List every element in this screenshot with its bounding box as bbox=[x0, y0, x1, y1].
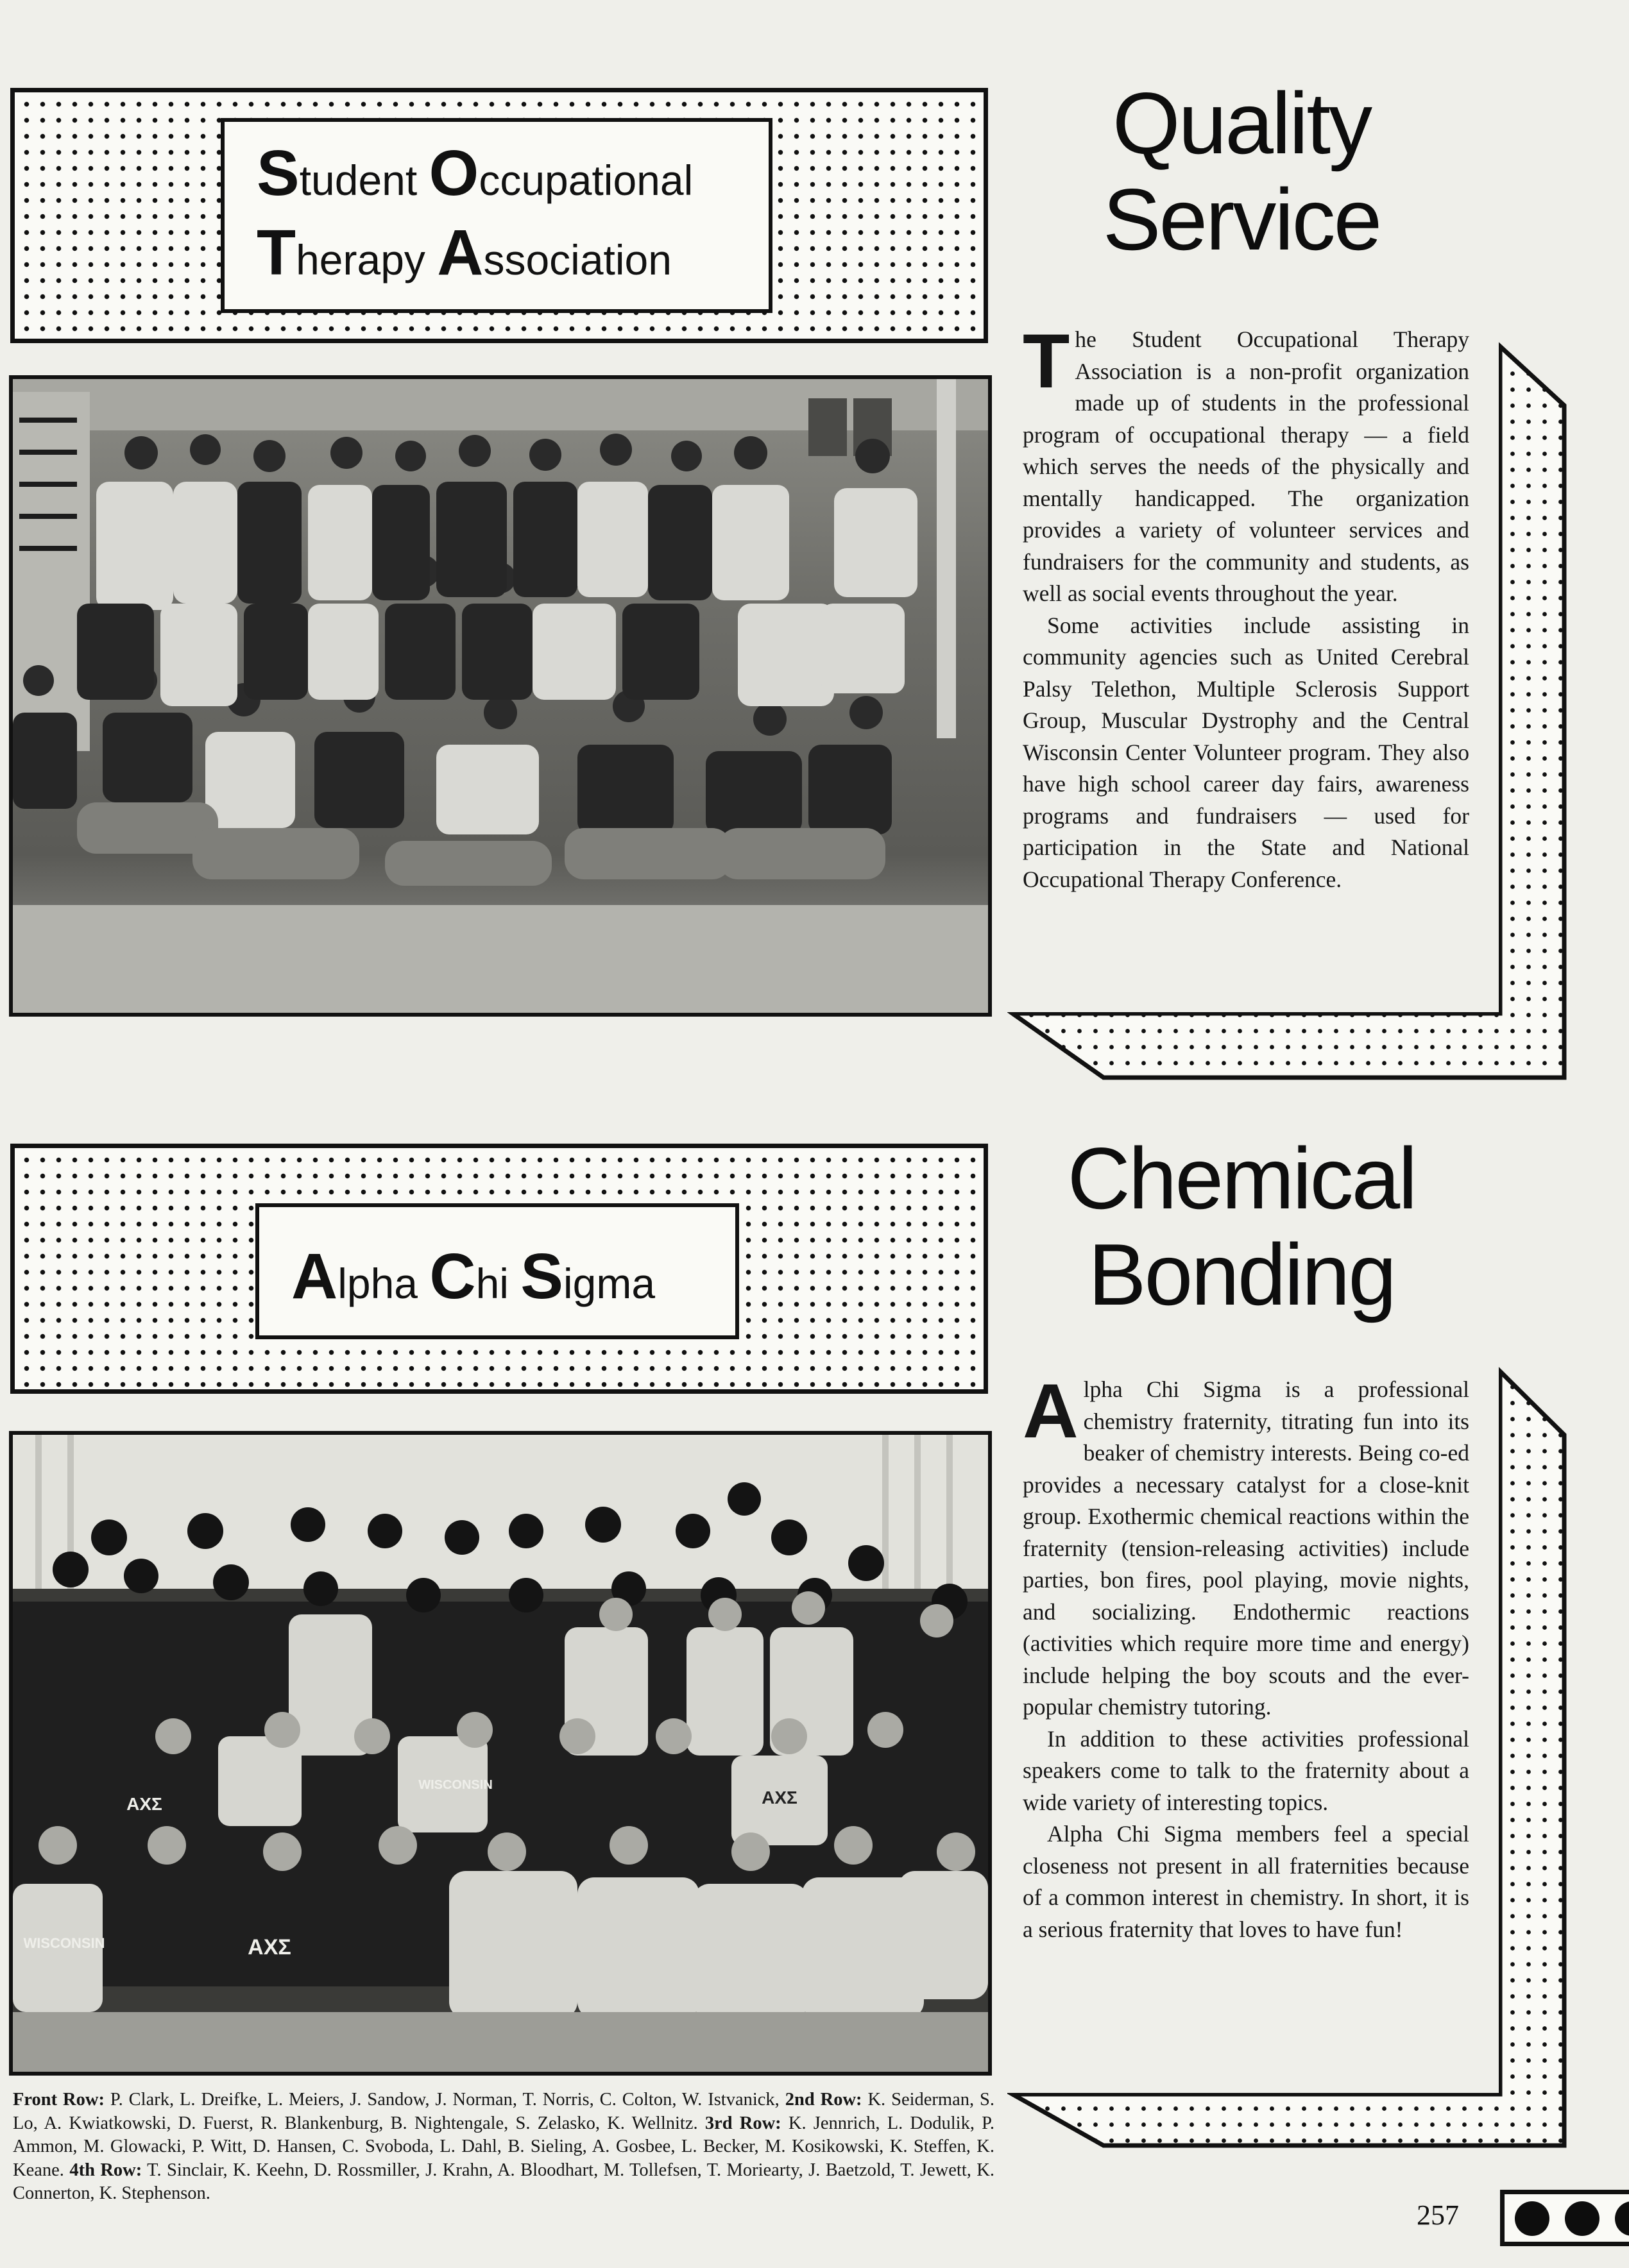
dropcap-a: A bbox=[1023, 1368, 1079, 1454]
acs-group-photo bbox=[9, 1431, 992, 2076]
quality-service-headline: Quality Service bbox=[1102, 74, 1381, 268]
shirt-text-4: ΑΧΣ bbox=[248, 1935, 291, 1959]
page-number: 257 bbox=[1417, 2199, 1459, 2231]
shirt-text-5: WISCONSIN bbox=[23, 1935, 105, 1951]
org-name-acs: Alpha Chi Sigma bbox=[291, 1240, 656, 1312]
page-tab-marker bbox=[1500, 2190, 1629, 2246]
dropcap-t: T bbox=[1023, 318, 1070, 404]
acs-photo-caption: Front Row: P. Clark, L. Dreifke, L. Meiers, J. Sandow, J. Norman, T. Norris, C. Colton, W. Istvanick, 2nd Row: K. Seiderman, S. Lo, A. Kwiatkowski, D. Fuerst, R. Blankenburg, B. Nightengale, S. Zelasko, K. Wellnitz. 3rd Row: K. Jennrich, L. Dodulik, P. Ammon, M. Glowacki, P. Witt, D. Hansen, C. Svoboda, L. Dahl, B. Sieling, A. Gosbee, L. Becker, M. Kosikowski, K. Steffen, K. Keane. 4th Row: T. Sinclair, K. Keehn, D. Rossmiller, J. Krahn, A. Bloodhart, M. Tollefsen, T. Moriearty, J. Baetzold, T. Jewett, K. Connerton, K. Stephenson. bbox=[13, 2090, 995, 2203]
org-name-line-1: Student Occupational bbox=[257, 137, 694, 209]
chemical-bonding-headline: Chemical Bonding bbox=[1067, 1130, 1416, 1323]
shirt-text-2: WISCONSIN bbox=[418, 1778, 493, 1792]
acs-article: Alpha Chi Sigma is a professional chemistry fraternity, titrating fun into its beaker of chemistry interests. Being co-ed provides a necessary catalyst for a close-knit group. Exothermic chemical reactions within the fraternity (tension-releasing activities) include parties, bon fires, pool playing, movie nights, and socializing. Endothermic reactions (activities which require more time and energy) include helping the boy scouts and the ever-popular chemistry tutoring. In addition to these activities professional speakers come to talk to the fraternity about a wide variety of interesting topics. Alpha Chi Sigma members feel a special closeness not present in all fraternities because of a common interest in chemistry. In short, it is a serious fraternity that loves to have fun! bbox=[1023, 1368, 1469, 1942]
soto-name-box bbox=[221, 118, 772, 313]
tab-dot-icon bbox=[1615, 2201, 1629, 2236]
soto-article: The Student Occupational Therapy Association is a non-profit organization made up of students in the professional program of occupational therapy — a field which serves the needs of the physically and mentally handicapped. The organization provides a variety of volunteer services and fundraisers for the community and students, as well as social events throughout the year. Some activities include assisting in community agencies such as United Cerebral Palsy Telethon, Multiple Sclerosis Support Group, Muscular Dystrophy and the Central Wisconsin Center Volunteer program. They also have high school career day fairs, awareness programs and fundraisers — used for participation in the State and National Occupational Therapy Conference. bbox=[1023, 318, 1469, 892]
acs-name-box bbox=[255, 1203, 739, 1339]
org-name-line-2: Therapy Association bbox=[257, 217, 672, 289]
soto-group-photo bbox=[9, 375, 992, 1017]
tab-dot-icon bbox=[1565, 2201, 1599, 2236]
tab-dot-icon bbox=[1515, 2201, 1549, 2236]
shirt-text-3: ΑΧΣ bbox=[762, 1788, 797, 1807]
shirt-text-1: ΑΧΣ bbox=[126, 1794, 162, 1814]
